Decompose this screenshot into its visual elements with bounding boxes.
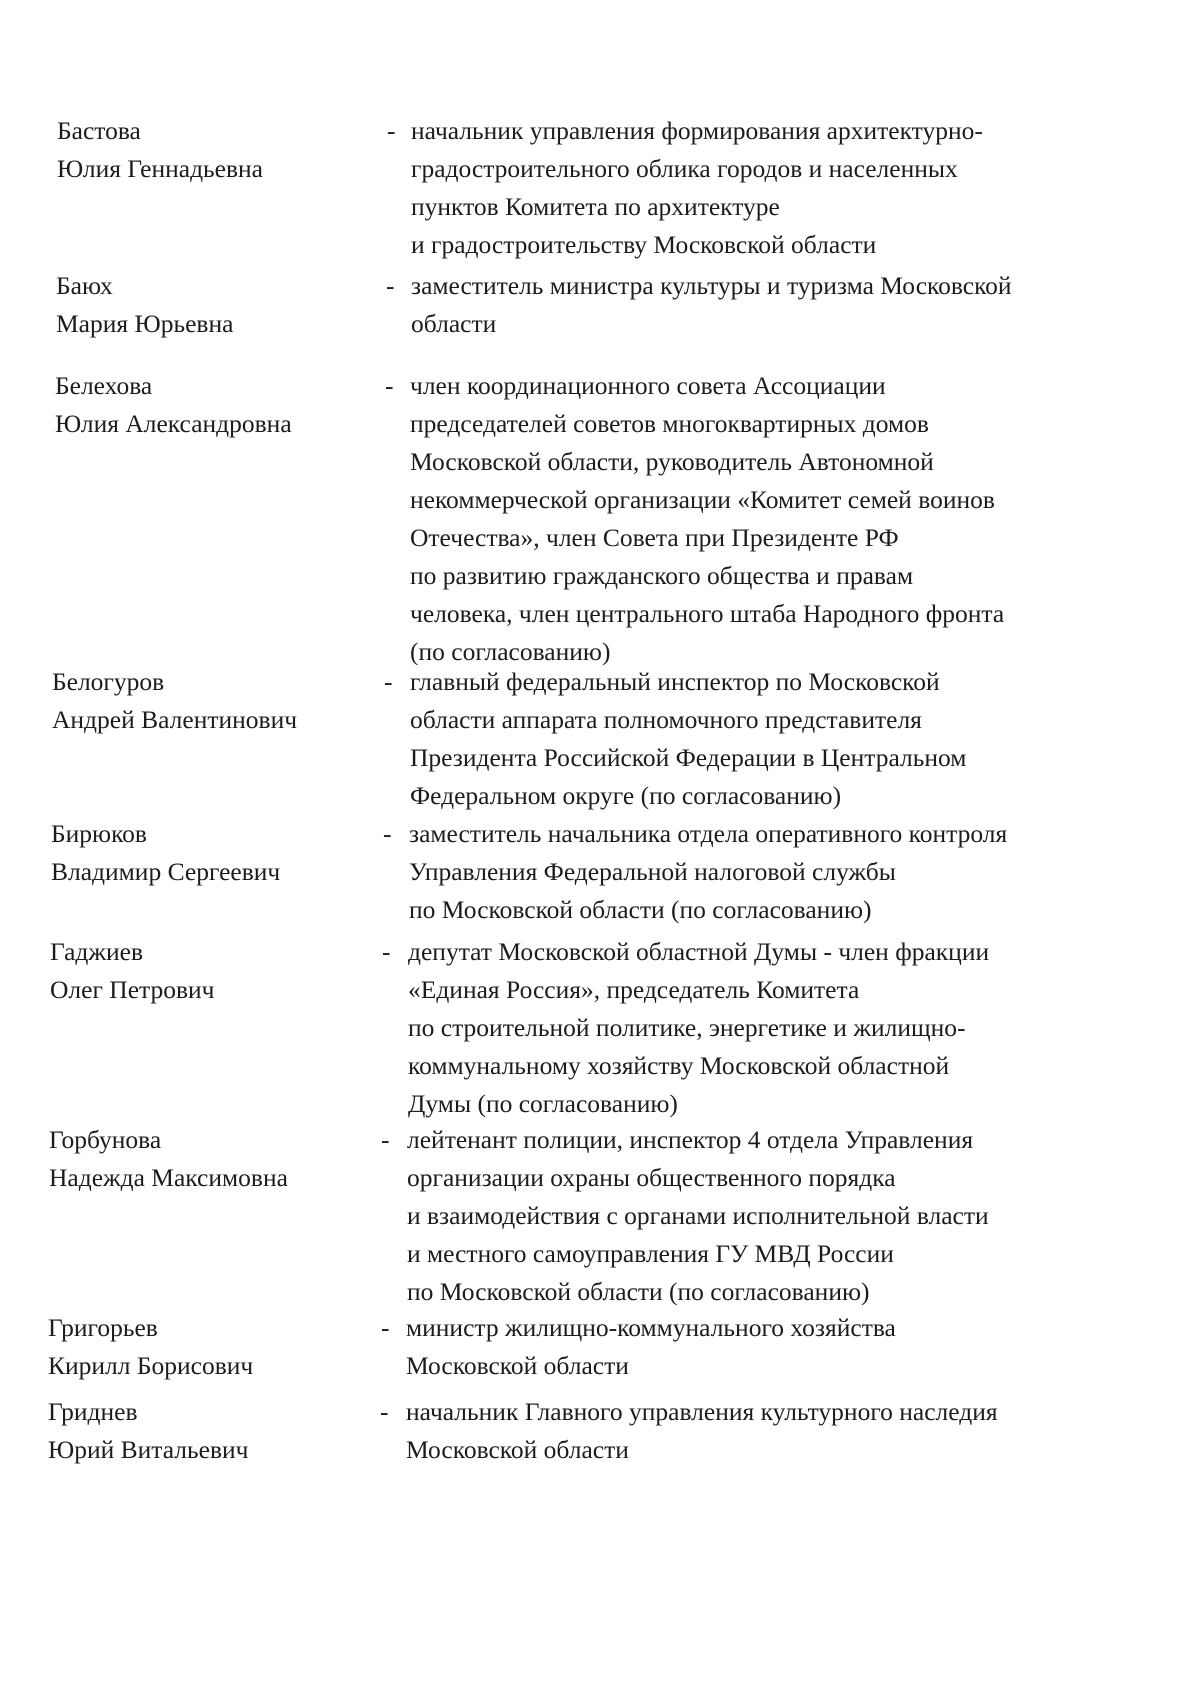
- position-line: человека, член центрального штаба Народного фронта: [410, 599, 1005, 628]
- member-given-names: Олег Петрович: [50, 975, 215, 1004]
- position-line: Управления Федеральной налоговой службы: [409, 857, 896, 886]
- entry-dash: -: [386, 271, 395, 300]
- member-surname: Григорьев: [48, 1313, 158, 1342]
- position-line: некоммерческой организации «Комитет семей воинов: [410, 485, 995, 514]
- member-surname: Горбунова: [49, 1125, 162, 1154]
- entry-dash: -: [380, 1397, 389, 1426]
- position-line: Президента Российской Федерации в Центральном: [410, 743, 967, 772]
- member-position: [407, 1121, 1127, 1311]
- position-line: Московской области, руководитель Автономной: [410, 447, 934, 476]
- position-line: организации охраны общественного порядка: [407, 1163, 896, 1192]
- position-line: градостроительного облика городов и населенных: [411, 154, 958, 183]
- member-name: [49, 1121, 379, 1197]
- member-given-names: Кирилл Борисович: [48, 1351, 254, 1380]
- position-line: по Московской области (по согласованию): [407, 1277, 870, 1306]
- member-surname: Гриднев: [48, 1397, 138, 1426]
- member-position: [411, 267, 1131, 343]
- member-given-names: Андрей Валентинович: [52, 705, 298, 734]
- position-line: пунктов Комитета по архитектуре: [411, 192, 780, 221]
- member-surname: Гаджиев: [50, 937, 144, 966]
- member-surname: Бастова: [57, 116, 141, 145]
- entry-dash: -: [382, 937, 391, 966]
- position-line: и взаимодействия с органами исполнительной власти: [407, 1201, 989, 1230]
- member-given-names: Юлия Александровна: [55, 409, 292, 438]
- member-given-names: Владимир Сергеевич: [51, 857, 281, 886]
- entry-dash: -: [387, 116, 396, 145]
- position-line: области: [411, 309, 497, 338]
- position-line: заместитель министра культуры и туризма Московской: [411, 271, 1012, 300]
- position-line: начальник управления формирования архитектурно-: [411, 116, 983, 145]
- position-line: по строительной политике, энергетике и жилищно-: [408, 1013, 966, 1042]
- member-position: [406, 1393, 1126, 1469]
- position-line: Московской области: [406, 1351, 629, 1380]
- position-line: по Московской области (по согласованию): [409, 895, 872, 924]
- position-line: министр жилищно-коммунального хозяйства: [406, 1313, 896, 1342]
- member-name: [56, 267, 386, 343]
- position-line: главный федеральный инспектор по Московской: [410, 667, 940, 696]
- member-name: [50, 933, 380, 1009]
- position-line: Думы (по согласованию): [408, 1089, 678, 1118]
- member-position: [409, 815, 1129, 929]
- member-name: [55, 367, 385, 443]
- member-position: [408, 933, 1128, 1123]
- entry-dash: -: [384, 667, 393, 696]
- position-line: (по согласованию): [410, 637, 611, 666]
- entry-dash: -: [383, 819, 392, 848]
- member-name: [48, 1309, 378, 1385]
- member-name: [51, 815, 381, 891]
- member-surname: Белехова: [55, 371, 153, 400]
- position-line: области аппарата полномочного представителя: [410, 705, 922, 734]
- entry-dash: -: [381, 1313, 390, 1342]
- member-position: [406, 1309, 1126, 1385]
- member-name: [52, 663, 382, 739]
- member-given-names: Надежда Максимовна: [49, 1163, 288, 1192]
- position-line: «Единая Россия», председатель Комитета: [408, 975, 860, 1004]
- member-given-names: Мария Юрьевна: [56, 309, 234, 338]
- member-surname: Белогуров: [52, 667, 165, 696]
- member-position: [410, 663, 1130, 815]
- position-line: член координационного совета Ассоциации: [410, 371, 886, 400]
- member-name: [57, 112, 387, 188]
- position-line: Московской области: [406, 1435, 629, 1464]
- position-line: Отечества», член Совета при Президенте РФ: [410, 523, 899, 552]
- member-surname: Баюх: [56, 271, 113, 300]
- position-line: начальник Главного управления культурного наследия: [406, 1397, 998, 1426]
- position-line: заместитель начальника отдела оперативного контроля: [409, 819, 1008, 848]
- position-line: коммунальному хозяйству Московской областной: [408, 1051, 950, 1080]
- position-line: председателей советов многоквартирных домов: [410, 409, 929, 438]
- member-surname: Бирюков: [51, 819, 147, 848]
- position-line: по развитию гражданского общества и правам: [410, 561, 914, 590]
- entry-dash: -: [381, 1125, 390, 1154]
- member-name: [48, 1393, 378, 1469]
- member-given-names: Юрий Витальевич: [48, 1435, 249, 1464]
- entry-dash: -: [385, 371, 394, 400]
- member-position: [411, 112, 1131, 264]
- position-line: и местного самоуправления ГУ МВД России: [407, 1239, 894, 1268]
- member-position: [410, 367, 1130, 671]
- position-line: и градостроительству Московской области: [411, 230, 877, 259]
- position-line: Федеральном округе (по согласованию): [410, 781, 842, 810]
- member-given-names: Юлия Геннадьевна: [57, 154, 264, 183]
- position-line: лейтенант полиции, инспектор 4 отдела Управления: [407, 1125, 974, 1154]
- position-line: депутат Московской областной Думы - член фракции: [408, 937, 990, 966]
